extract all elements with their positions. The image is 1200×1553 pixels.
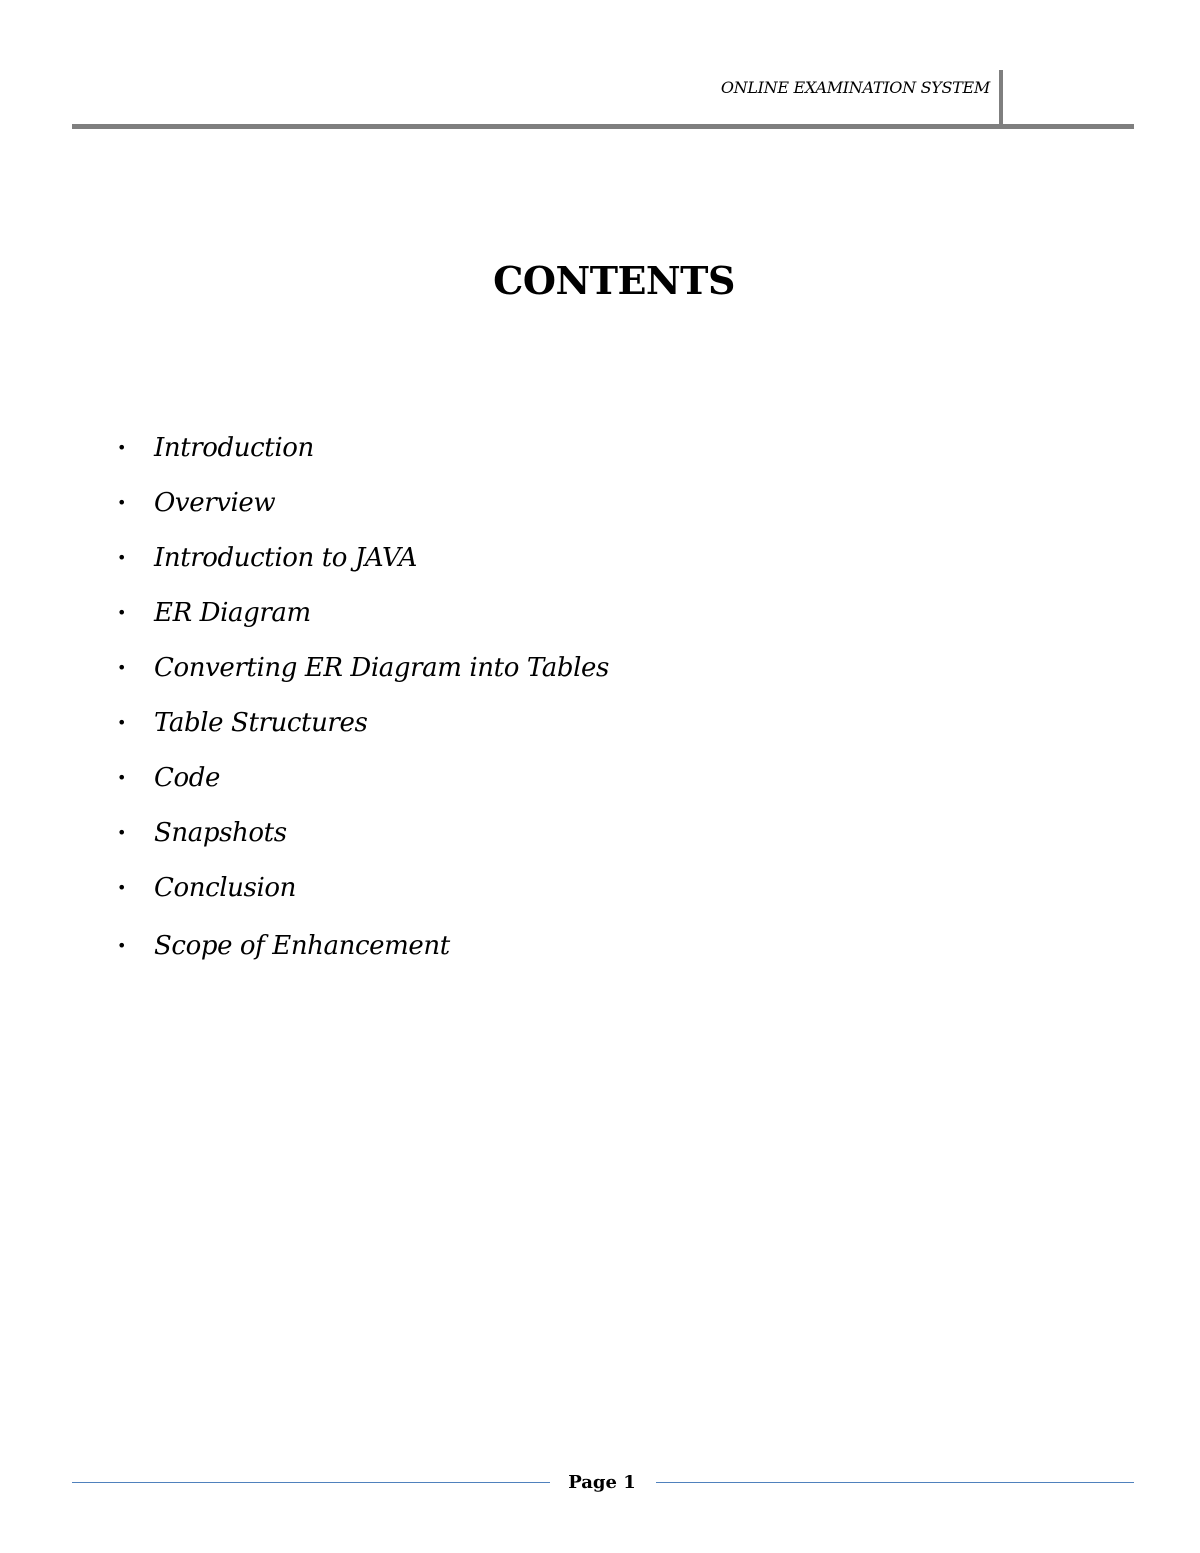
header-rule [72, 124, 1134, 129]
toc-item-label: Scope of Enhancement [154, 931, 450, 961]
toc-item-label: Converting ER Diagram into Tables [154, 652, 609, 683]
toc-item-label: Snapshots [154, 817, 287, 848]
toc-item [112, 640, 609, 695]
footer-rule-left [72, 1482, 550, 1483]
toc-item-label: Table Structures [154, 707, 368, 738]
toc-item [112, 585, 609, 640]
bullet-icon: • [117, 602, 127, 622]
bullet-icon: • [117, 437, 127, 457]
toc-item-label: Code [154, 762, 220, 793]
bullet-icon: • [117, 492, 127, 512]
footer-rule-right [656, 1482, 1134, 1483]
toc-item [112, 695, 609, 750]
bullet-icon: • [117, 936, 127, 955]
header-vertical-bar [999, 70, 1003, 126]
toc-item-label: ER Diagram [154, 597, 311, 628]
toc-item [112, 420, 609, 475]
toc-item-label: Conclusion [154, 872, 296, 903]
header-title: ONLINE EXAMINATION SYSTEM [720, 78, 990, 97]
bullet-icon: • [117, 767, 127, 787]
toc-item [112, 750, 609, 805]
toc-item-label: Overview [154, 487, 276, 518]
table-of-contents [112, 420, 609, 975]
page-number: Page 1 [568, 1472, 636, 1493]
toc-item [112, 530, 609, 585]
toc-item-label: Introduction [154, 432, 314, 463]
toc-item [112, 917, 609, 975]
toc-item [112, 475, 609, 530]
bullet-icon: • [117, 657, 127, 677]
bullet-icon: • [117, 877, 127, 897]
bullet-icon: • [117, 712, 127, 732]
bullet-icon: • [117, 547, 127, 567]
bullet-icon: • [117, 822, 127, 842]
toc-item [112, 860, 609, 915]
toc-item-label: Introduction to JAVA [154, 542, 417, 573]
contents-heading: CONTENTS [493, 258, 735, 303]
toc-item [112, 805, 609, 860]
